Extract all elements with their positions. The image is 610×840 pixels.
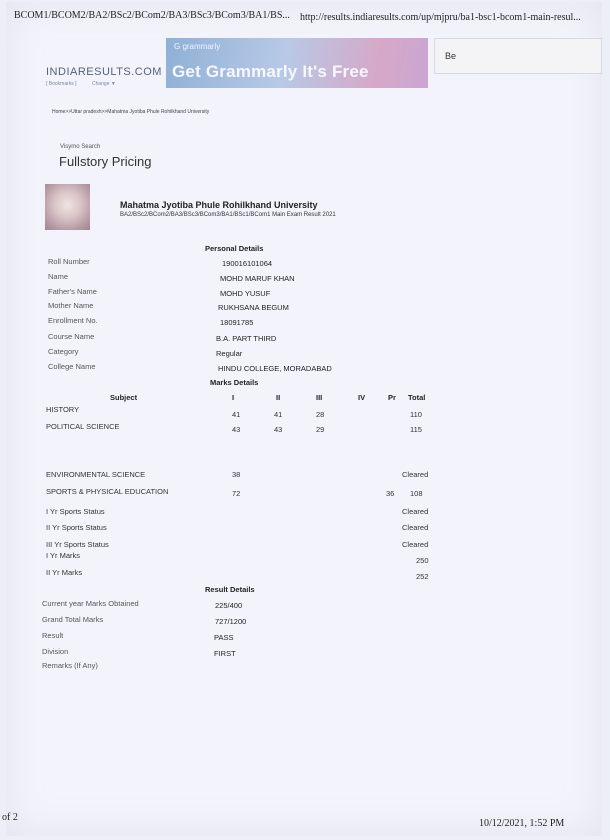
marks-cell: 108 (410, 489, 423, 498)
printed-page (6, 2, 602, 836)
marks-subject: I Yr Marks (46, 551, 81, 560)
personal-value: 190016101064 (222, 259, 273, 268)
marks-cell: 115 (410, 425, 422, 434)
personal-label: Name (48, 272, 69, 281)
marks-cell: Cleared (402, 540, 429, 549)
result-label: Result (42, 631, 64, 640)
result-value: PASS (214, 633, 234, 642)
change-dropdown[interactable]: Change ▼ (91, 81, 116, 87)
marks-subject: POLITICAL SCIENCE (46, 422, 120, 431)
university-emblem (45, 184, 90, 230)
marks-column-header: II (276, 393, 281, 402)
marks-cell: Cleared (402, 523, 429, 532)
personal-value: MOHD YUSUF (220, 289, 271, 298)
marks-cell: 43 (232, 425, 241, 434)
site-links (46, 81, 130, 87)
result-label: Remarks (If Any) (42, 661, 98, 670)
result-details-heading: Result Details (205, 585, 255, 594)
marks-cell: 41 (274, 410, 283, 419)
marks-cell: 43 (274, 425, 283, 434)
personal-label: Course Name (48, 332, 95, 341)
marks-column-header: III (316, 393, 323, 402)
personal-details-heading: Personal Details (205, 244, 264, 253)
browser-page-title: BCOM1/BCOM2/BA2/BSc2/BCom2/BA3/BSc3/BCom3/BA1/BS... (14, 10, 290, 21)
bookmarks-link[interactable]: [ Bookmarks ] (46, 81, 77, 87)
marks-subject: II Yr Sports Status (46, 523, 107, 532)
marks-cell: 29 (316, 425, 325, 434)
sponsor-title[interactable]: Fullstory Pricing (59, 154, 152, 169)
personal-value: 18091785 (220, 318, 254, 327)
print-datetime: 10/12/2021, 1:52 PM (479, 818, 565, 829)
marks-cell: 252 (416, 572, 429, 581)
marks-cell: 36 (386, 489, 395, 498)
marks-column-header: Pr (388, 393, 396, 402)
result-label: Division (42, 647, 69, 656)
marks-details-heading: Marks Details (210, 378, 259, 387)
grammarly-logo: G grammarly (174, 42, 221, 51)
result-value: 225/400 (215, 601, 243, 610)
marks-cell: 250 (416, 556, 429, 565)
personal-label: Father's Name (48, 287, 97, 296)
sponsor-label: Visymo Search (60, 144, 101, 150)
ad-button[interactable]: Be (434, 38, 602, 74)
marks-subject: II Yr Marks (46, 568, 83, 577)
marks-subject: HISTORY (46, 405, 80, 414)
personal-label: Category (48, 347, 79, 356)
personal-value: HINDU COLLEGE, MORADABAD (218, 364, 332, 373)
marks-column-header: Total (408, 393, 426, 402)
marks-subject: ENVIRONMENTAL SCIENCE (46, 470, 146, 479)
marks-subject: I Yr Sports Status (46, 507, 105, 516)
exam-title: BA2/BSc2/BCom2/BA3/BSc3/BCom3/BA1/BSc1/BCom1 Main Exam Result 2021 (120, 212, 336, 218)
marks-subject: SPORTS & PHYSICAL EDUCATION (46, 487, 169, 496)
grammarly-ad-banner[interactable] (166, 38, 428, 88)
personal-value: B.A. PART THIRD (216, 334, 277, 343)
result-value: FIRST (214, 649, 236, 658)
marks-cell: 38 (232, 470, 241, 479)
marks-column-header: Subject (110, 393, 138, 402)
personal-value: MOHD MARUF KHAN (220, 274, 295, 283)
result-label: Grand Total Marks (42, 615, 104, 624)
marks-cell: 28 (316, 410, 325, 419)
personal-value: RUKHSANA BEGUM (218, 303, 289, 312)
site-logo[interactable]: INDIARESULTS.COM (46, 66, 162, 78)
marks-cell: 41 (232, 410, 241, 419)
marks-cell: Cleared (402, 507, 429, 516)
personal-label: Enrollment No. (48, 316, 98, 325)
page-number: of 2 (2, 812, 18, 823)
personal-label: Roll Number (48, 257, 90, 266)
ad-headline: Get Grammarly It's Free (172, 62, 369, 81)
marks-cell: 110 (410, 410, 422, 419)
breadcrumb[interactable]: Home>>Uttar pradesh>>Mahatma Jyotiba Phule Rohilkhand University (52, 109, 210, 115)
personal-label: Mother Name (48, 301, 94, 310)
personal-label: College Name (48, 362, 96, 371)
result-label: Current year Marks Obtained (42, 599, 139, 608)
marks-cell: 72 (232, 489, 241, 498)
marks-subject: III Yr Sports Status (46, 540, 109, 549)
marks-cell: Cleared (402, 470, 429, 479)
marks-column-header: I (232, 393, 235, 402)
result-value: 727/1200 (215, 617, 247, 626)
university-name: Mahatma Jyotiba Phule Rohilkhand University (120, 200, 318, 210)
marks-column-header: IV (358, 393, 366, 402)
browser-url[interactable]: http://results.indiaresults.com/up/mjpru/ba1-bsc1-bcom1-main-resul... (300, 12, 581, 23)
personal-value: Regular (216, 349, 243, 358)
